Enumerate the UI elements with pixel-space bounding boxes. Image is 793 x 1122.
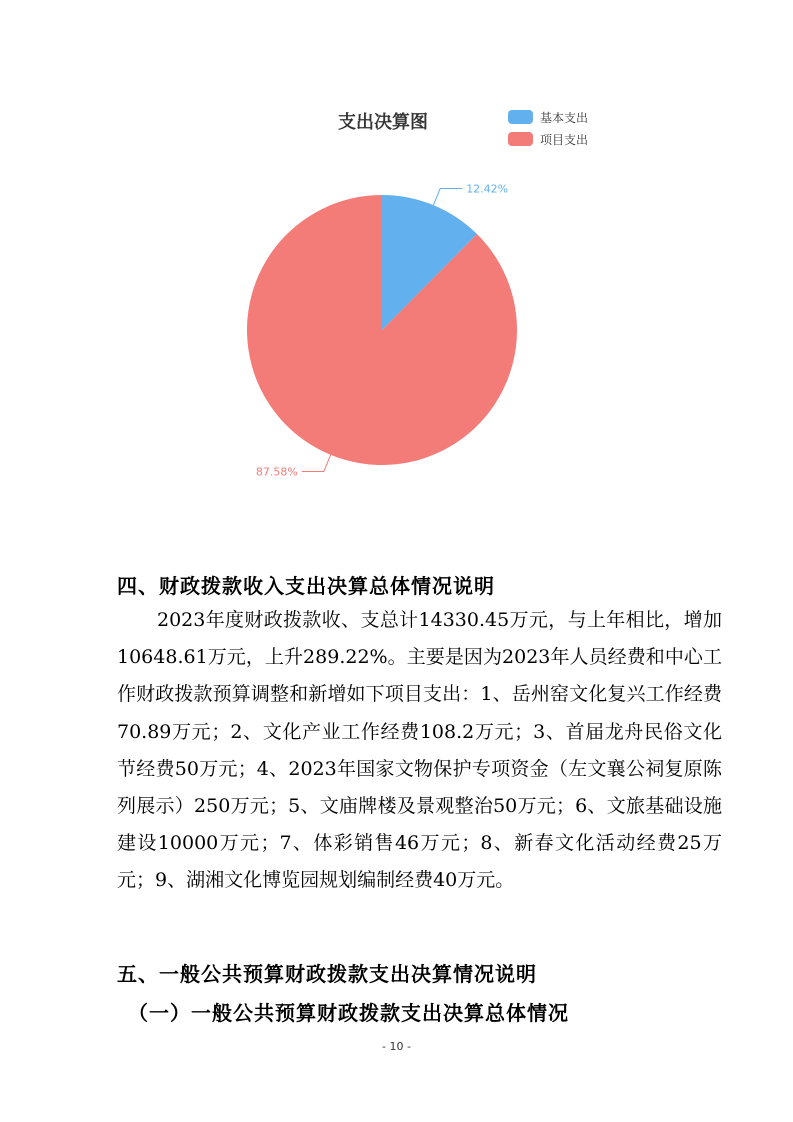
chart-title: 支出决算图: [338, 112, 428, 133]
label-leader-basic: [433, 188, 462, 205]
section-4-paragraph-text: 2023年度财政拨款收、支总计14330.45万元，与上年相比，增加10648.61万元，上升289.22%。主要是因为2023年人员经费和中心工作财政拨款预算调整和新增如下项目支出：1、岳州窑文化复兴工作经费70.89万元；2、文化产业工作经费108.2万元；3、首届龙舟民俗文化节经费50万元；4、2023年国家文物保护专项资金（左文襄公祠复原陈列展示）250万元；5、文庙牌楼及景观整治50万元；6、文旅基础设施建设10000万元；7、体彩销售46万元；8、新春文化活动经费25万元；9、湖湘文化博览园规划编制经费40万元。: [117, 609, 722, 892]
legend-label-basic: 基本支出: [540, 110, 589, 125]
section-5-heading: 五、一般公共预算财政拨款支出决算情况说明: [117, 962, 537, 986]
data-label-project: 87.58%: [255, 465, 298, 479]
expenditure-pie-chart: [0, 0, 793, 560]
label-leader-project: [302, 455, 331, 472]
pie-svg: [0, 0, 793, 560]
data-label-basic: 12.42%: [466, 182, 509, 196]
pie-slice-project[interactable]: [247, 195, 517, 465]
section-4-heading: 四、财政拨款收入支出决算总体情况说明: [117, 574, 495, 598]
legend-label-project: 项目支出: [540, 132, 589, 147]
section-5-subheading: （一）一般公共预算财政拨款支出决算总体情况: [128, 1001, 569, 1025]
page-number: - 10 -: [382, 1040, 411, 1053]
section-4-paragraph: [117, 602, 722, 900]
